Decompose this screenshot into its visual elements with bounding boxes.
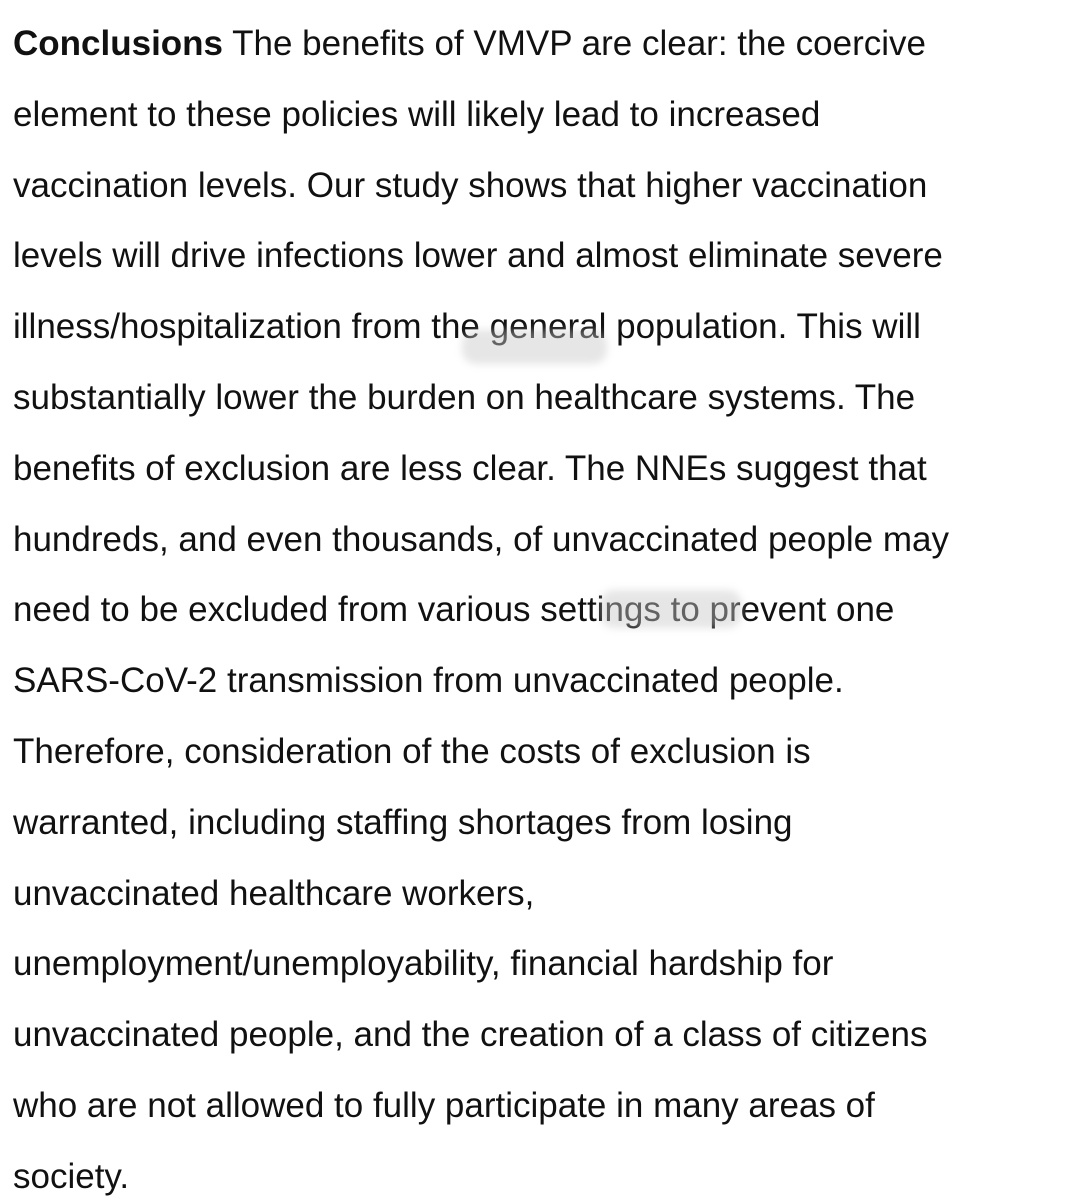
text-line-14: unemployment/unemployability, financial hardship for — [13, 944, 834, 984]
text-line-2: element to these policies will likely lead to increased — [13, 94, 821, 134]
text-line-10: SARS-CoV-2 transmission from unvaccinated people. — [13, 661, 844, 701]
text-line-8: hundreds, and even thousands, of unvaccinated people may — [13, 519, 949, 559]
text-line-13: unvaccinated healthcare workers, — [13, 873, 535, 913]
text-line-16: who are not allowed to fully participate in many areas of — [13, 1085, 875, 1125]
text-line-5: illness/hospitalization from the general population. This will — [13, 307, 921, 347]
text-line-1 — [13, 14, 1072, 85]
text-line-9: need to be excluded from various settings to prevent one — [13, 590, 895, 630]
conclusions-paragraph — [13, 14, 1072, 1200]
text-line-11: Therefore, consideration of the costs of exclusion is — [13, 731, 811, 771]
text-line-15: unvaccinated people, and the creation of a class of citizens — [13, 1015, 928, 1055]
text-line-4: levels will drive infections lower and almost eliminate severe — [13, 236, 943, 276]
text-line-12: warranted, including staffing shortages from losing — [13, 802, 793, 842]
text-line-1-body: The benefits of VMVP are clear: the coercive — [223, 24, 926, 63]
text-line-6: substantially lower the burden on healthcare systems. The — [13, 377, 916, 417]
text-line-17: society. — [13, 1156, 130, 1196]
conclusions-heading: Conclusions — [13, 24, 224, 63]
text-line-3: vaccination levels. Our study shows that higher vaccination — [13, 165, 928, 205]
text-line-7: benefits of exclusion are less clear. The NNEs suggest that — [13, 448, 927, 488]
